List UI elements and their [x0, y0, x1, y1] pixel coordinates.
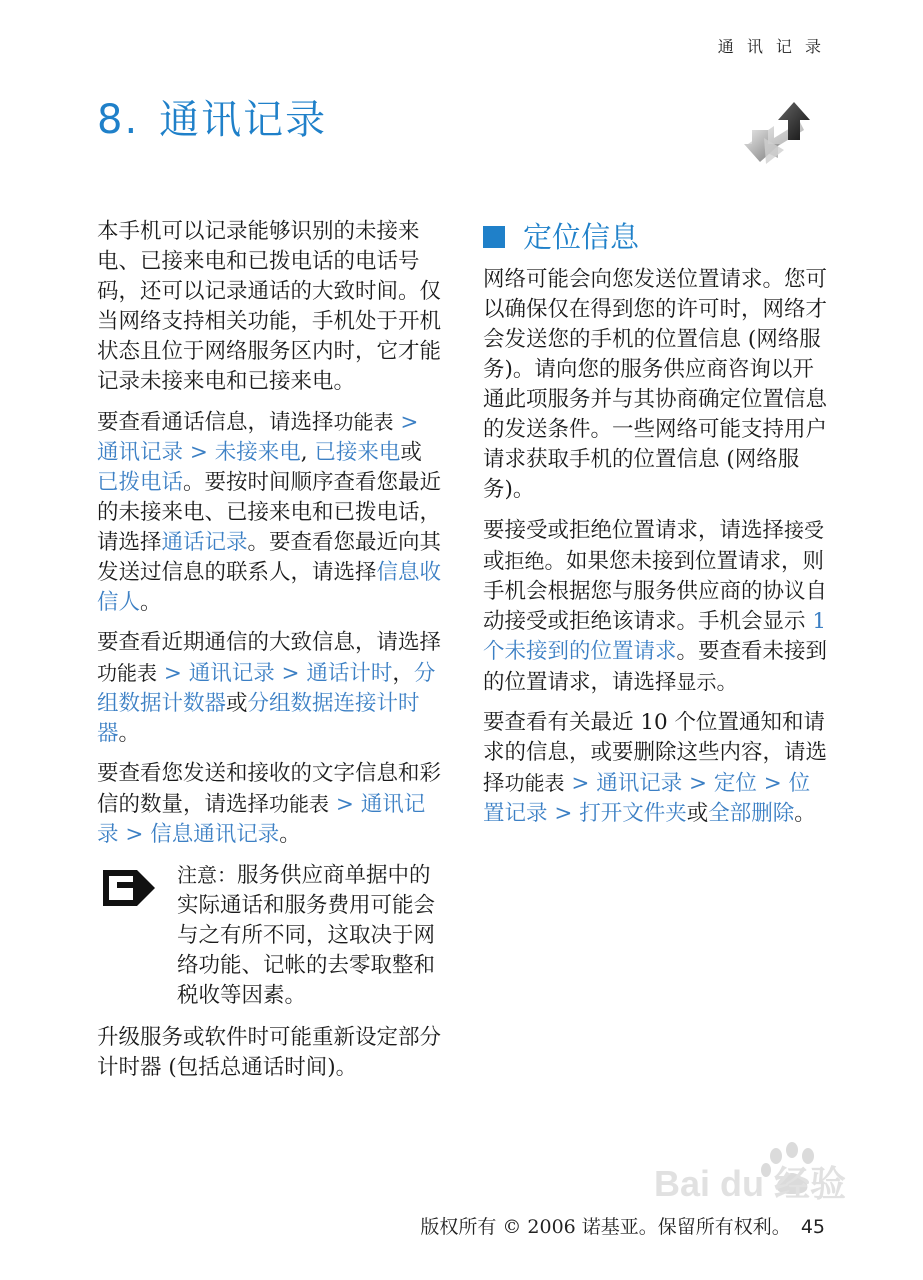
text: 。	[279, 822, 301, 847]
link-message-recipients[interactable]: 信息收信人	[97, 560, 442, 615]
text: 或	[400, 440, 422, 465]
timers-paragraph	[97, 628, 442, 749]
separator: >	[682, 771, 714, 796]
separator: >	[329, 792, 361, 817]
call-log-arrows-icon	[744, 100, 816, 166]
text: ,	[300, 440, 315, 465]
link-call-duration[interactable]: 通话计时	[306, 661, 393, 686]
section-title: 定位信息	[523, 220, 640, 254]
note-text	[177, 860, 442, 1011]
link-message-log[interactable]: 信息通讯记录	[150, 822, 280, 847]
link-positioning[interactable]: 定位	[713, 771, 757, 796]
link-call-log[interactable]: 通讯记录	[188, 661, 275, 686]
link-missed-calls[interactable]: 未接来电	[214, 440, 301, 465]
separator: >	[756, 771, 789, 796]
separator: >	[547, 801, 580, 826]
separator: >	[157, 661, 189, 686]
separator: >	[393, 410, 419, 435]
link-call-log[interactable]: 通讯记录	[97, 440, 184, 465]
right-column	[483, 217, 828, 839]
accept-reject-paragraph	[483, 515, 828, 698]
note-box	[97, 860, 442, 1011]
text: 。要查看您最近向其发送过信息的联系人，请选择	[97, 530, 442, 585]
text: 。要查看未接到的位置请求，请选择	[483, 639, 828, 695]
menu-keyword: 功能表	[97, 661, 157, 685]
section-heading	[483, 217, 828, 257]
text: 服务供应商单据中的实际通话和服务费用可能会与之有所不同，这取决于网络功能、记帐的去零取整和税收等因素。	[177, 863, 436, 1008]
separator: >	[118, 822, 151, 847]
separator: >	[274, 661, 307, 686]
show-keyword: 显示	[676, 670, 717, 694]
text: 。	[140, 590, 162, 615]
text: 或	[686, 801, 709, 826]
menu-keyword: 功能表	[504, 771, 565, 795]
note-label: 注意：	[177, 863, 237, 887]
text: 。	[118, 721, 141, 746]
text: 要查看近期通信的大致信息，请选择	[97, 630, 442, 655]
running-header: 通 讯 记 录	[717, 37, 825, 56]
text: 要查看通话信息，请选择	[97, 410, 334, 435]
left-column	[97, 217, 442, 1093]
separator: >	[183, 440, 215, 465]
watermark-text: Bai du 经验	[654, 1163, 847, 1204]
separator: >	[564, 771, 597, 796]
baidu-paw-icon	[636, 1138, 876, 1208]
link-missed-position-request[interactable]: 1 个未接到的位置请求	[483, 609, 827, 664]
page-footer	[420, 1212, 825, 1239]
link-call-register[interactable]: 通话记录	[161, 530, 248, 555]
link-delete-all[interactable]: 全部删除	[708, 801, 795, 826]
link-received-calls[interactable]: 已接来电	[314, 440, 401, 465]
link-packet-data-timer[interactable]: 分组数据连接计时器	[97, 691, 420, 746]
reject-keyword: 拒绝	[504, 549, 545, 573]
text: 要接受或拒绝位置请求，请选择	[483, 518, 785, 543]
text: 。要按时间顺序查看您最近的未接来电、已接来电和已拨电话，请选择	[97, 470, 442, 555]
text: 。	[794, 801, 816, 826]
note-hand-icon	[97, 864, 159, 910]
text: 。如果您未接到位置请求，则手机会根据您与服务供应商的协议自动接受或拒绝该请求。手机会显示	[483, 549, 828, 634]
menu-keyword: 功能表	[333, 410, 394, 434]
section-bullet-icon	[483, 226, 505, 248]
positioning-intro-paragraph: 网络可能会向您发送位置请求。您可以确保仅在得到您的许可时，网络才会发送您的手机的位置信息 (网络服务)。请向您的服务供应商咨询以开通此项服务并与其协商确定位置信息的发送条件。一些网络可能支持用户请求获取手机的位置信息 (网络服务)。	[483, 267, 828, 502]
text: 要查看您发送和接收的文字信息和彩信的数量，请选择	[97, 761, 442, 817]
message-log-paragraph	[97, 759, 442, 850]
link-call-log[interactable]: 通讯记录	[97, 792, 426, 847]
link-position-log[interactable]: 位置记录	[483, 771, 811, 826]
accept-keyword: 接受	[784, 518, 825, 542]
copyright-text: 版权所有 © 2006 诺基亚。保留所有权利。	[420, 1216, 791, 1238]
timer-reset-paragraph: 升级服务或软件时可能重新设定部分计时器 (包括总通话时间)。	[97, 1025, 442, 1080]
link-dialed-numbers[interactable]: 已拨电话	[97, 470, 184, 495]
chapter-title-text: 通讯记录	[159, 97, 328, 143]
link-packet-data-counter[interactable]: 分组数据计数器	[97, 661, 436, 716]
page-number: 45	[800, 1216, 825, 1238]
link-open-folder[interactable]: 打开文件夹	[579, 801, 687, 826]
chapter-title	[97, 88, 327, 145]
link-call-log[interactable]: 通讯记录	[596, 771, 683, 796]
position-log-paragraph	[483, 708, 828, 829]
menu-keyword: 功能表	[269, 792, 330, 816]
text: 或	[483, 549, 505, 574]
intro-paragraph: 本手机可以记录能够识别的未接来电、已接来电和已拨电话的电话号码，还可以记录通话的大致时间。仅当网络支持相关功能，手机处于开机状态且位于网络服务区内时，它才能记录未接来电和已接来电。	[97, 219, 442, 394]
text: 或	[226, 691, 248, 716]
text: 。	[716, 670, 739, 695]
text: ，	[392, 661, 414, 686]
call-info-paragraph	[97, 407, 442, 618]
text: 要查看有关最近 10 个位置通知和请求的信息，或要删除这些内容，请选择	[483, 710, 828, 796]
chapter-number: 8.	[97, 97, 140, 143]
